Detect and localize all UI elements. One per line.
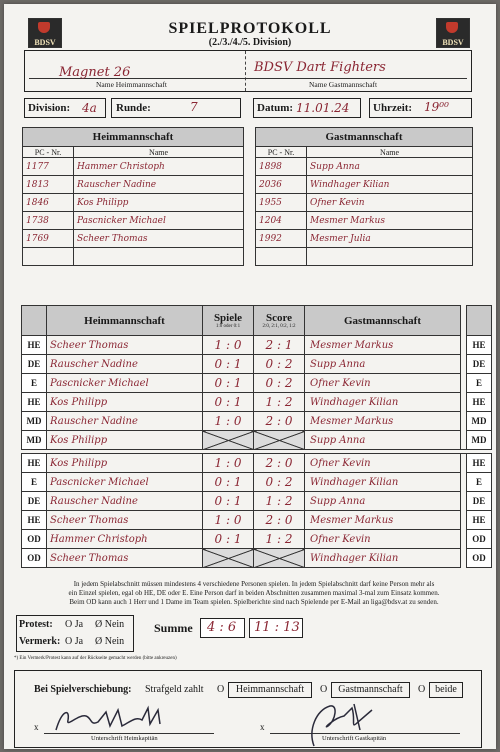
game-home-player[interactable]: Scheer Thomas [47, 511, 203, 530]
away-signature-label: Unterschrift Gastkapitän [322, 735, 387, 742]
player-name[interactable]: Mesmer Julia [307, 230, 473, 248]
away-signature-scribble[interactable] [294, 700, 394, 752]
away-signature-mark: x [260, 722, 265, 732]
vermerk-nein-option[interactable]: Ø Nein [95, 636, 125, 647]
games-table [21, 305, 492, 568]
summe-spiele-value[interactable]: 4 : 6 [207, 620, 237, 635]
home-signature-label: Unterschrift Heimkapitän [91, 735, 158, 742]
game-away-player[interactable]: Supp Anna [305, 355, 461, 374]
game-type-left: E [22, 473, 47, 492]
game-type-right: DE [467, 355, 492, 374]
player-name[interactable]: Kos Philipp [74, 194, 244, 212]
player-pc-number[interactable]: 1738 [23, 212, 74, 230]
protest-ja-option[interactable]: O Ja [65, 619, 84, 630]
game-home-player[interactable]: Rauscher Nadine [47, 412, 203, 431]
player-pc-number[interactable] [23, 248, 74, 266]
game-spiele[interactable]: 0 : 1 [203, 492, 254, 511]
home-team-name[interactable]: Magnet 26 [59, 65, 131, 80]
player-pc-number[interactable] [256, 248, 307, 266]
game-type-left: DE [22, 355, 47, 374]
game-row [22, 374, 492, 393]
away-team-label: Name Gastmannschaft [309, 80, 378, 89]
home-players-title: Heimmannschaft [23, 128, 244, 147]
game-type-left: OD [22, 549, 47, 568]
game-away-player[interactable]: Mesmer Markus [305, 336, 461, 355]
game-score[interactable]: 1 : 2 [254, 393, 305, 412]
game-type-right: MD [467, 412, 492, 431]
score-subheader: 2:0, 2:1, 0:2, 1:2 [262, 324, 296, 329]
game-type-right: OD [467, 549, 492, 568]
game-score[interactable]: 2 : 0 [254, 412, 305, 431]
uhrzeit-value[interactable]: 19⁰⁰ [424, 100, 449, 114]
game-home-player[interactable]: Rauscher Nadine [47, 355, 203, 374]
game-spiele[interactable]: 1 : 0 [203, 336, 254, 355]
name-column-header: Name [74, 147, 244, 158]
player-name[interactable]: Windhager Kilian [307, 176, 473, 194]
game-type-left: HE [22, 393, 47, 412]
player-name[interactable]: Ofner Kevin [307, 194, 473, 212]
player-pc-number[interactable]: 1955 [256, 194, 307, 212]
game-row [22, 355, 492, 374]
game-away-player[interactable]: Windhager Kilian [305, 549, 461, 568]
player-row [256, 230, 473, 248]
spiele-header: Spiele [213, 312, 243, 324]
game-spiele[interactable]: 0 : 1 [203, 374, 254, 393]
player-row [256, 194, 473, 212]
game-away-player[interactable]: Windhager Kilian [305, 473, 461, 492]
game-home-player[interactable]: Kos Philipp [47, 431, 203, 450]
player-pc-number[interactable]: 1813 [23, 176, 74, 194]
player-pc-number[interactable]: 2036 [256, 176, 307, 194]
game-score[interactable]: 1 : 2 [254, 492, 305, 511]
datum-label: Datum: [257, 102, 294, 114]
rules-line-3: Beim OD kann auch 1 Herr und 1 Dame im Team spielen. Spielberichte sind nach Spielende per E-Mail an liga@bdsv.at zu senden. [69, 598, 439, 606]
game-score[interactable]: 2 : 0 [254, 511, 305, 530]
game-type-left: HE [22, 511, 47, 530]
game-type-right: HE [467, 511, 492, 530]
game-row [22, 431, 492, 450]
games-away-header: Gastmannschaft [305, 306, 461, 336]
game-type-right: OD [467, 530, 492, 549]
score-header: Score [265, 312, 293, 324]
game-away-player[interactable]: Ofner Kevin [305, 454, 461, 473]
pc-column-header: PC - Nr. [23, 147, 74, 158]
game-type-left: OD [22, 530, 47, 549]
game-type-right: E [467, 473, 492, 492]
score-sheet [4, 4, 496, 749]
page-subtitle: (2./3./4./5. Division) [208, 37, 292, 48]
game-away-player[interactable]: Ofner Kevin [305, 374, 461, 393]
game-home-player[interactable]: Hammer Christoph [47, 530, 203, 549]
game-row [22, 530, 492, 549]
runde-label: Runde: [116, 102, 151, 114]
runde-value[interactable]: 7 [190, 100, 198, 114]
uhrzeit-label: Uhrzeit: [373, 102, 413, 114]
away-players-title: Gastmannschaft [256, 128, 473, 147]
game-type-left: HE [22, 336, 47, 355]
strafgeld-label: Strafgeld zahlt [145, 684, 204, 695]
game-away-player[interactable]: Supp Anna [305, 431, 461, 450]
game-spiele[interactable]: 1 : 0 [203, 454, 254, 473]
player-pc-number[interactable]: 1177 [23, 158, 74, 176]
game-type-right: HE [467, 336, 492, 355]
game-home-player[interactable]: Kos Philipp [47, 454, 203, 473]
home-players-table [22, 127, 244, 266]
game-home-player[interactable]: Scheer Thomas [47, 549, 203, 568]
games-home-header: Heimmannschaft [47, 306, 203, 336]
player-pc-number[interactable]: 1992 [256, 230, 307, 248]
game-home-player[interactable]: Scheer Thomas [47, 336, 203, 355]
player-name[interactable]: Rauscher Nadine [74, 176, 244, 194]
home-signature-mark: x [34, 722, 39, 732]
game-home-player[interactable]: Rauscher Nadine [47, 492, 203, 511]
game-home-player[interactable]: Kos Philipp [47, 393, 203, 412]
bdsv-logo-left: BDSV [28, 18, 62, 48]
game-score[interactable]: 0 : 2 [254, 473, 305, 492]
option-gastmannschaft[interactable]: Gastmannschaft [331, 682, 410, 698]
summe-score-value[interactable]: 11 : 13 [254, 620, 300, 635]
game-spiele[interactable]: 0 : 1 [203, 530, 254, 549]
verschiebung-label: Bei Spielverschiebung: [34, 684, 132, 695]
player-pc-number[interactable]: 1898 [256, 158, 307, 176]
game-row [22, 511, 492, 530]
rules-line-2: ein Einzel spielen, egal ob HE, DE oder E. Eine Person darf in beiden Abschnitten zusammen maximal 3-mal zum Einsatz kommen. [68, 589, 440, 597]
rules-line-1: In jedem Spielabschnitt müssen mindestens 4 verschiedene Personen spielen. In jedem Spielabschnitt darf keine Person mehr als [73, 580, 435, 588]
player-name[interactable] [74, 248, 244, 266]
game-row [22, 549, 492, 568]
game-type-left: DE [22, 492, 47, 511]
game-home-player[interactable]: Pascnicker Michael [47, 473, 203, 492]
opt3-circle[interactable]: O [418, 684, 426, 695]
game-type-left: MD [22, 412, 47, 431]
game-type-left: MD [22, 431, 47, 450]
home-signature-scribble[interactable] [52, 702, 182, 734]
vermerk-label: Vermerk: [19, 636, 61, 647]
game-spiele[interactable] [203, 549, 254, 568]
away-players-table [255, 127, 473, 266]
player-row [256, 248, 473, 266]
game-score[interactable] [254, 549, 305, 568]
home-team-label: Name Heimmannschaft [96, 80, 168, 89]
player-row [23, 230, 244, 248]
player-row [23, 176, 244, 194]
game-away-player[interactable]: Windhager Kilian [305, 393, 461, 412]
player-pc-number[interactable]: 1769 [23, 230, 74, 248]
player-row [23, 158, 244, 176]
player-row [23, 194, 244, 212]
bdsv-logo-right: BDSV [436, 18, 470, 48]
game-row [22, 454, 492, 473]
game-type-right: DE [467, 492, 492, 511]
protest-footnote: *) Ein Vermerk/Protest kann auf der Rückseite gemacht werden (bitte ankreuzen) [14, 656, 177, 661]
game-spiele[interactable]: 0 : 1 [203, 393, 254, 412]
name-column-header: Name [307, 147, 473, 158]
game-spiele[interactable]: 1 : 0 [203, 412, 254, 431]
game-spiele[interactable]: 1 : 0 [203, 511, 254, 530]
game-away-player[interactable]: Mesmer Markus [305, 412, 461, 431]
game-type-right: E [467, 374, 492, 393]
game-row [22, 336, 492, 355]
game-score[interactable]: 2 : 0 [254, 454, 305, 473]
option-heimmannschaft[interactable]: Heimmannschaft [228, 682, 312, 698]
player-pc-number[interactable]: 1846 [23, 194, 74, 212]
vermerk-ja-option[interactable]: O Ja [65, 636, 84, 647]
game-away-player[interactable]: Ofner Kevin [305, 530, 461, 549]
game-spiele[interactable] [203, 431, 254, 450]
player-pc-number[interactable]: 1204 [256, 212, 307, 230]
protest-label: Protest: [19, 619, 53, 630]
game-score[interactable] [254, 431, 305, 450]
game-spiele[interactable]: 0 : 1 [203, 355, 254, 374]
game-type-right: HE [467, 454, 492, 473]
game-row [22, 412, 492, 431]
opt2-circle[interactable]: O [320, 684, 328, 695]
page-title: SPIELPROTOKOLL [168, 20, 332, 37]
player-row [23, 212, 244, 230]
game-type-right: HE [467, 393, 492, 412]
game-score[interactable]: 0 : 2 [254, 374, 305, 393]
game-row [22, 492, 492, 511]
protest-nein-option[interactable]: Ø Nein [95, 619, 125, 630]
away-team-name[interactable]: BDSV Dart Fighters [254, 60, 386, 75]
game-row [22, 393, 492, 412]
division-label: Division: [28, 102, 71, 114]
game-spiele[interactable]: 0 : 1 [203, 473, 254, 492]
game-row [22, 473, 492, 492]
division-value[interactable]: 4a [82, 101, 97, 115]
datum-value[interactable]: 11.01.24 [296, 101, 350, 115]
game-type-left: HE [22, 454, 47, 473]
player-name[interactable]: Supp Anna [307, 158, 473, 176]
player-name[interactable]: Mesmer Markus [307, 212, 473, 230]
player-name[interactable]: Pascnicker Michael [74, 212, 244, 230]
player-row [256, 212, 473, 230]
pc-column-header: PC - Nr. [256, 147, 307, 158]
player-row [256, 158, 473, 176]
player-name[interactable] [307, 248, 473, 266]
game-score[interactable]: 0 : 2 [254, 355, 305, 374]
game-score[interactable]: 2 : 1 [254, 336, 305, 355]
summe-label: Summe [154, 621, 193, 635]
option-beide[interactable]: beide [429, 682, 463, 698]
game-away-player[interactable]: Mesmer Markus [305, 511, 461, 530]
game-score[interactable]: 1 : 2 [254, 530, 305, 549]
spiele-subheader: 1:0 oder 0:1 [215, 324, 241, 329]
player-name[interactable]: Hammer Christoph [74, 158, 244, 176]
opt1-circle[interactable]: O [217, 684, 225, 695]
game-away-player[interactable]: Supp Anna [305, 492, 461, 511]
game-type-right: MD [467, 431, 492, 450]
player-row [23, 248, 244, 266]
player-row [256, 176, 473, 194]
game-home-player[interactable]: Pascnicker Michael [47, 374, 203, 393]
game-type-left: E [22, 374, 47, 393]
player-name[interactable]: Scheer Thomas [74, 230, 244, 248]
